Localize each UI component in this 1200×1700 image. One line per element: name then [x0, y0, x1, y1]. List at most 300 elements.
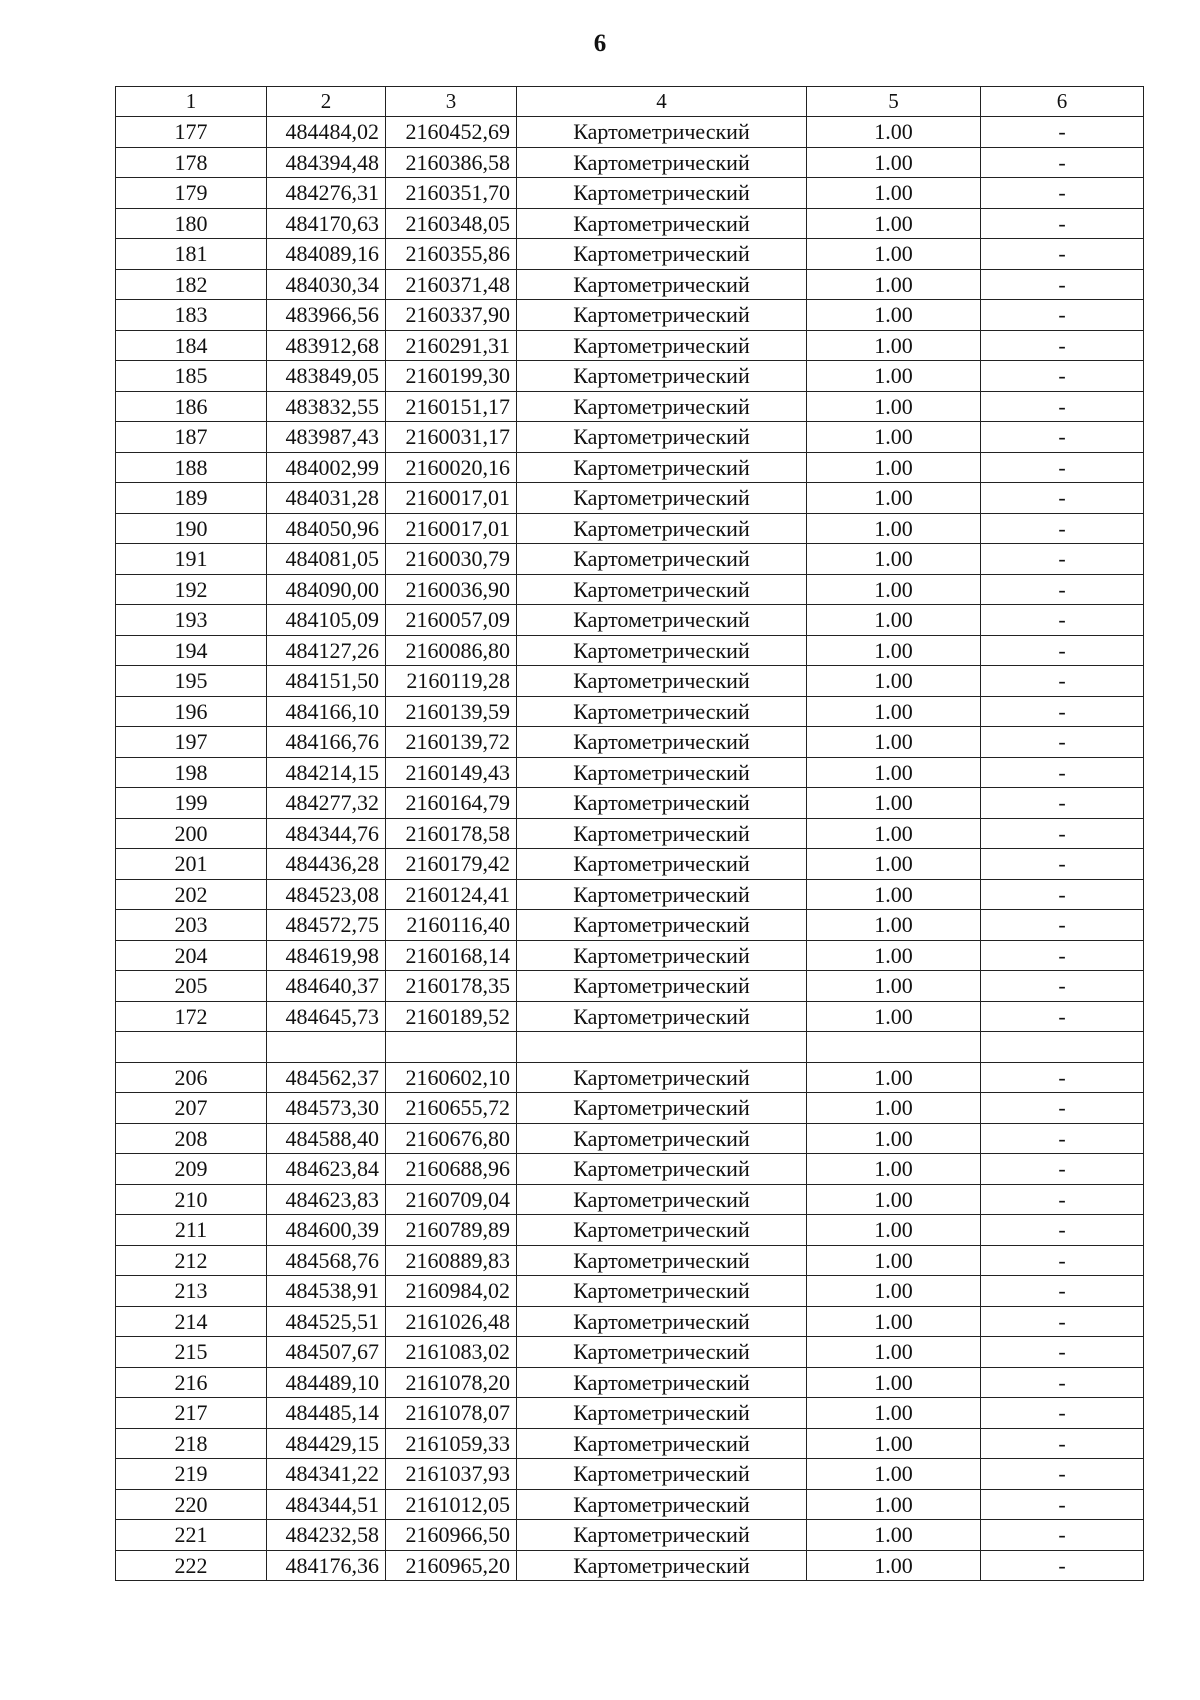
coordinates-table	[115, 86, 1144, 1581]
method-cell: Картометрический	[517, 635, 807, 666]
accuracy-cell: 1.00	[807, 940, 981, 971]
point-number-cell: 213	[116, 1276, 267, 1307]
table-row	[116, 1001, 1144, 1032]
separator-row	[116, 1032, 1144, 1063]
table-row	[116, 391, 1144, 422]
accuracy-cell: 1.00	[807, 818, 981, 849]
point-number-cell: 190	[116, 513, 267, 544]
point-number-cell: 172	[116, 1001, 267, 1032]
x-coordinate-cell: 484588,40	[267, 1123, 386, 1154]
point-number-cell: 200	[116, 818, 267, 849]
method-cell: Картометрический	[517, 849, 807, 880]
empty-cell	[807, 1032, 981, 1063]
table-row	[116, 574, 1144, 605]
x-coordinate-cell: 484600,39	[267, 1215, 386, 1246]
note-cell: -	[981, 1520, 1144, 1551]
note-cell: -	[981, 696, 1144, 727]
method-cell: Картометрический	[517, 818, 807, 849]
method-cell: Картометрический	[517, 574, 807, 605]
accuracy-cell: 1.00	[807, 117, 981, 148]
y-coordinate-cell: 2160655,72	[386, 1093, 517, 1124]
method-cell: Картометрический	[517, 666, 807, 697]
accuracy-cell: 1.00	[807, 574, 981, 605]
method-cell: Картометрический	[517, 391, 807, 422]
table-row	[116, 1123, 1144, 1154]
point-number-cell: 191	[116, 544, 267, 575]
note-cell: -	[981, 1276, 1144, 1307]
point-number-cell: 194	[116, 635, 267, 666]
table-row	[116, 1459, 1144, 1490]
point-number-cell: 210	[116, 1184, 267, 1215]
accuracy-cell: 1.00	[807, 1367, 981, 1398]
y-coordinate-cell: 2160386,58	[386, 147, 517, 178]
x-coordinate-cell: 484436,28	[267, 849, 386, 880]
empty-cell	[267, 1032, 386, 1063]
point-number-cell: 197	[116, 727, 267, 758]
note-cell: -	[981, 330, 1144, 361]
note-cell: -	[981, 208, 1144, 239]
x-coordinate-cell: 484573,30	[267, 1093, 386, 1124]
point-number-cell: 216	[116, 1367, 267, 1398]
table-row	[116, 1367, 1144, 1398]
x-coordinate-cell: 484645,73	[267, 1001, 386, 1032]
table-row	[116, 330, 1144, 361]
table-row	[116, 1093, 1144, 1124]
point-number-cell: 183	[116, 300, 267, 331]
x-coordinate-cell: 484507,67	[267, 1337, 386, 1368]
point-number-cell: 222	[116, 1550, 267, 1581]
y-coordinate-cell: 2161037,93	[386, 1459, 517, 1490]
point-number-cell: 193	[116, 605, 267, 636]
point-number-cell: 218	[116, 1428, 267, 1459]
x-coordinate-cell: 484170,63	[267, 208, 386, 239]
empty-cell	[981, 1032, 1144, 1063]
note-cell: -	[981, 178, 1144, 209]
table-row	[116, 1306, 1144, 1337]
y-coordinate-cell: 2161026,48	[386, 1306, 517, 1337]
table-row	[116, 666, 1144, 697]
x-coordinate-cell: 484344,76	[267, 818, 386, 849]
y-coordinate-cell: 2160116,40	[386, 910, 517, 941]
note-cell: -	[981, 1184, 1144, 1215]
method-cell: Картометрический	[517, 1520, 807, 1551]
table-row	[116, 1398, 1144, 1429]
x-coordinate-cell: 484485,14	[267, 1398, 386, 1429]
point-number-cell: 211	[116, 1215, 267, 1246]
table-row	[116, 635, 1144, 666]
method-cell: Картометрический	[517, 1276, 807, 1307]
x-coordinate-cell: 483849,05	[267, 361, 386, 392]
accuracy-cell: 1.00	[807, 1459, 981, 1490]
y-coordinate-cell: 2160889,83	[386, 1245, 517, 1276]
point-number-cell: 196	[116, 696, 267, 727]
x-coordinate-cell: 484619,98	[267, 940, 386, 971]
accuracy-cell: 1.00	[807, 208, 981, 239]
table-row	[116, 513, 1144, 544]
table-row	[116, 422, 1144, 453]
note-cell: -	[981, 544, 1144, 575]
x-coordinate-cell: 484030,34	[267, 269, 386, 300]
y-coordinate-cell: 2160086,80	[386, 635, 517, 666]
x-coordinate-cell: 484276,31	[267, 178, 386, 209]
y-coordinate-cell: 2160291,31	[386, 330, 517, 361]
method-cell: Картометрический	[517, 1367, 807, 1398]
table-row	[116, 483, 1144, 514]
x-coordinate-cell: 484489,10	[267, 1367, 386, 1398]
table-row	[116, 971, 1144, 1002]
y-coordinate-cell: 2160030,79	[386, 544, 517, 575]
point-number-cell: 198	[116, 757, 267, 788]
accuracy-cell: 1.00	[807, 1520, 981, 1551]
method-cell: Картометрический	[517, 1306, 807, 1337]
accuracy-cell: 1.00	[807, 1001, 981, 1032]
point-number-cell: 203	[116, 910, 267, 941]
accuracy-cell: 1.00	[807, 422, 981, 453]
table-row	[116, 1276, 1144, 1307]
accuracy-cell: 1.00	[807, 605, 981, 636]
method-cell: Картометрический	[517, 239, 807, 270]
accuracy-cell: 1.00	[807, 1337, 981, 1368]
note-cell: -	[981, 1550, 1144, 1581]
accuracy-cell: 1.00	[807, 269, 981, 300]
method-cell: Картометрический	[517, 1398, 807, 1429]
method-cell: Картометрический	[517, 940, 807, 971]
method-cell: Картометрический	[517, 1001, 807, 1032]
y-coordinate-cell: 2160966,50	[386, 1520, 517, 1551]
x-coordinate-cell: 484562,37	[267, 1062, 386, 1093]
method-cell: Картометрический	[517, 330, 807, 361]
x-coordinate-cell: 484127,26	[267, 635, 386, 666]
note-cell: -	[981, 422, 1144, 453]
table-row	[116, 208, 1144, 239]
accuracy-cell: 1.00	[807, 147, 981, 178]
note-cell: -	[981, 1398, 1144, 1429]
note-cell: -	[981, 117, 1144, 148]
table-header-row	[116, 87, 1144, 117]
table-row	[116, 361, 1144, 392]
point-number-cell: 201	[116, 849, 267, 880]
x-coordinate-cell: 484176,36	[267, 1550, 386, 1581]
accuracy-cell: 1.00	[807, 971, 981, 1002]
table-row	[116, 910, 1144, 941]
accuracy-cell: 1.00	[807, 239, 981, 270]
point-number-cell: 217	[116, 1398, 267, 1429]
accuracy-cell: 1.00	[807, 330, 981, 361]
accuracy-cell: 1.00	[807, 666, 981, 697]
point-number-cell: 205	[116, 971, 267, 1002]
note-cell: -	[981, 361, 1144, 392]
table-row	[116, 1550, 1144, 1581]
x-coordinate-cell: 484050,96	[267, 513, 386, 544]
method-cell: Картометрический	[517, 269, 807, 300]
point-number-cell: 208	[116, 1123, 267, 1154]
column-header: 6	[981, 87, 1144, 117]
empty-cell	[386, 1032, 517, 1063]
point-number-cell: 221	[116, 1520, 267, 1551]
y-coordinate-cell: 2160337,90	[386, 300, 517, 331]
accuracy-cell: 1.00	[807, 1154, 981, 1185]
x-coordinate-cell: 484344,51	[267, 1489, 386, 1520]
note-cell: -	[981, 1337, 1144, 1368]
accuracy-cell: 1.00	[807, 178, 981, 209]
coordinates-table-body	[116, 87, 1144, 1581]
x-coordinate-cell: 484214,15	[267, 757, 386, 788]
point-number-cell: 219	[116, 1459, 267, 1490]
table-row	[116, 818, 1144, 849]
table-row	[116, 696, 1144, 727]
y-coordinate-cell: 2160020,16	[386, 452, 517, 483]
method-cell: Картометрический	[517, 1184, 807, 1215]
point-number-cell: 207	[116, 1093, 267, 1124]
accuracy-cell: 1.00	[807, 849, 981, 880]
table-row	[116, 452, 1144, 483]
note-cell: -	[981, 1459, 1144, 1490]
x-coordinate-cell: 484090,00	[267, 574, 386, 605]
method-cell: Картометрический	[517, 1215, 807, 1246]
note-cell: -	[981, 391, 1144, 422]
y-coordinate-cell: 2161012,05	[386, 1489, 517, 1520]
note-cell: -	[981, 1367, 1144, 1398]
table-row	[116, 1489, 1144, 1520]
point-number-cell: 184	[116, 330, 267, 361]
table-row	[116, 788, 1144, 819]
column-header: 2	[267, 87, 386, 117]
y-coordinate-cell: 2160452,69	[386, 117, 517, 148]
accuracy-cell: 1.00	[807, 879, 981, 910]
point-number-cell: 186	[116, 391, 267, 422]
y-coordinate-cell: 2160151,17	[386, 391, 517, 422]
empty-cell	[517, 1032, 807, 1063]
note-cell: -	[981, 1093, 1144, 1124]
x-coordinate-cell: 484623,83	[267, 1184, 386, 1215]
y-coordinate-cell: 2160017,01	[386, 483, 517, 514]
y-coordinate-cell: 2160057,09	[386, 605, 517, 636]
y-coordinate-cell: 2160189,52	[386, 1001, 517, 1032]
table-row	[116, 239, 1144, 270]
y-coordinate-cell: 2160179,42	[386, 849, 517, 880]
method-cell: Картометрический	[517, 1428, 807, 1459]
y-coordinate-cell: 2160036,90	[386, 574, 517, 605]
note-cell: -	[981, 1489, 1144, 1520]
accuracy-cell: 1.00	[807, 452, 981, 483]
table-row	[116, 605, 1144, 636]
method-cell: Картометрический	[517, 696, 807, 727]
method-cell: Картометрический	[517, 483, 807, 514]
page-number: 6	[593, 30, 607, 57]
x-coordinate-cell: 484429,15	[267, 1428, 386, 1459]
y-coordinate-cell: 2160351,70	[386, 178, 517, 209]
x-coordinate-cell: 484394,48	[267, 147, 386, 178]
x-coordinate-cell: 484105,09	[267, 605, 386, 636]
method-cell: Картометрический	[517, 361, 807, 392]
x-coordinate-cell: 484166,10	[267, 696, 386, 727]
y-coordinate-cell: 2160709,04	[386, 1184, 517, 1215]
table-row	[116, 147, 1144, 178]
point-number-cell: 212	[116, 1245, 267, 1276]
table-row	[116, 757, 1144, 788]
method-cell: Картометрический	[517, 1154, 807, 1185]
note-cell: -	[981, 1245, 1144, 1276]
method-cell: Картометрический	[517, 757, 807, 788]
y-coordinate-cell: 2160178,35	[386, 971, 517, 1002]
x-coordinate-cell: 483912,68	[267, 330, 386, 361]
accuracy-cell: 1.00	[807, 1489, 981, 1520]
note-cell: -	[981, 269, 1144, 300]
table-row	[116, 269, 1144, 300]
accuracy-cell: 1.00	[807, 483, 981, 514]
x-coordinate-cell: 484232,58	[267, 1520, 386, 1551]
note-cell: -	[981, 818, 1144, 849]
y-coordinate-cell: 2160688,96	[386, 1154, 517, 1185]
method-cell: Картометрический	[517, 300, 807, 331]
note-cell: -	[981, 1123, 1144, 1154]
y-coordinate-cell: 2160676,80	[386, 1123, 517, 1154]
x-coordinate-cell: 484002,99	[267, 452, 386, 483]
y-coordinate-cell: 2161059,33	[386, 1428, 517, 1459]
method-cell: Картометрический	[517, 1337, 807, 1368]
note-cell: -	[981, 1215, 1144, 1246]
note-cell: -	[981, 147, 1144, 178]
method-cell: Картометрический	[517, 1489, 807, 1520]
y-coordinate-cell: 2161083,02	[386, 1337, 517, 1368]
x-coordinate-cell: 484525,51	[267, 1306, 386, 1337]
y-coordinate-cell: 2160139,59	[386, 696, 517, 727]
accuracy-cell: 1.00	[807, 1276, 981, 1307]
note-cell: -	[981, 452, 1144, 483]
accuracy-cell: 1.00	[807, 391, 981, 422]
accuracy-cell: 1.00	[807, 544, 981, 575]
accuracy-cell: 1.00	[807, 1550, 981, 1581]
x-coordinate-cell: 484572,75	[267, 910, 386, 941]
accuracy-cell: 1.00	[807, 1215, 981, 1246]
method-cell: Картометрический	[517, 727, 807, 758]
accuracy-cell: 1.00	[807, 361, 981, 392]
note-cell: -	[981, 940, 1144, 971]
table-row	[116, 1154, 1144, 1185]
method-cell: Картометрический	[517, 910, 807, 941]
y-coordinate-cell: 2160355,86	[386, 239, 517, 270]
note-cell: -	[981, 239, 1144, 270]
table-row	[116, 178, 1144, 209]
table-row	[116, 1245, 1144, 1276]
accuracy-cell: 1.00	[807, 1428, 981, 1459]
point-number-cell: 179	[116, 178, 267, 209]
x-coordinate-cell: 484568,76	[267, 1245, 386, 1276]
note-cell: -	[981, 574, 1144, 605]
accuracy-cell: 1.00	[807, 1093, 981, 1124]
table-row	[116, 1215, 1144, 1246]
y-coordinate-cell: 2160017,01	[386, 513, 517, 544]
x-coordinate-cell: 484538,91	[267, 1276, 386, 1307]
note-cell: -	[981, 483, 1144, 514]
method-cell: Картометрический	[517, 1245, 807, 1276]
method-cell: Картометрический	[517, 178, 807, 209]
y-coordinate-cell: 2160178,58	[386, 818, 517, 849]
note-cell: -	[981, 635, 1144, 666]
x-coordinate-cell: 484151,50	[267, 666, 386, 697]
method-cell: Картометрический	[517, 1550, 807, 1581]
y-coordinate-cell: 2160119,28	[386, 666, 517, 697]
x-coordinate-cell: 484341,22	[267, 1459, 386, 1490]
note-cell: -	[981, 1062, 1144, 1093]
x-coordinate-cell: 483987,43	[267, 422, 386, 453]
table-row	[116, 300, 1144, 331]
method-cell: Картометрический	[517, 147, 807, 178]
table-row	[116, 727, 1144, 758]
method-cell: Картометрический	[517, 452, 807, 483]
x-coordinate-cell: 484523,08	[267, 879, 386, 910]
note-cell: -	[981, 788, 1144, 819]
note-cell: -	[981, 757, 1144, 788]
accuracy-cell: 1.00	[807, 788, 981, 819]
table-row	[116, 1184, 1144, 1215]
accuracy-cell: 1.00	[807, 513, 981, 544]
point-number-cell: 209	[116, 1154, 267, 1185]
x-coordinate-cell: 484277,32	[267, 788, 386, 819]
point-number-cell: 180	[116, 208, 267, 239]
point-number-cell: 187	[116, 422, 267, 453]
point-number-cell: 189	[116, 483, 267, 514]
y-coordinate-cell: 2160602,10	[386, 1062, 517, 1093]
accuracy-cell: 1.00	[807, 910, 981, 941]
note-cell: -	[981, 300, 1144, 331]
table-row	[116, 1337, 1144, 1368]
column-header: 4	[517, 87, 807, 117]
y-coordinate-cell: 2161078,07	[386, 1398, 517, 1429]
y-coordinate-cell: 2160965,20	[386, 1550, 517, 1581]
method-cell: Картометрический	[517, 1093, 807, 1124]
empty-cell	[116, 1032, 267, 1063]
note-cell: -	[981, 1001, 1144, 1032]
point-number-cell: 177	[116, 117, 267, 148]
y-coordinate-cell: 2160149,43	[386, 757, 517, 788]
y-coordinate-cell: 2160164,79	[386, 788, 517, 819]
method-cell: Картометрический	[517, 788, 807, 819]
column-header: 1	[116, 87, 267, 117]
method-cell: Картометрический	[517, 1062, 807, 1093]
y-coordinate-cell: 2160168,14	[386, 940, 517, 971]
note-cell: -	[981, 1306, 1144, 1337]
note-cell: -	[981, 849, 1144, 880]
x-coordinate-cell: 483966,56	[267, 300, 386, 331]
method-cell: Картометрический	[517, 544, 807, 575]
accuracy-cell: 1.00	[807, 635, 981, 666]
table-row	[116, 940, 1144, 971]
note-cell: -	[981, 605, 1144, 636]
note-cell: -	[981, 727, 1144, 758]
accuracy-cell: 1.00	[807, 1123, 981, 1154]
accuracy-cell: 1.00	[807, 1245, 981, 1276]
method-cell: Картометрический	[517, 513, 807, 544]
method-cell: Картометрический	[517, 605, 807, 636]
table-row	[116, 1062, 1144, 1093]
point-number-cell: 202	[116, 879, 267, 910]
point-number-cell: 188	[116, 452, 267, 483]
point-number-cell: 204	[116, 940, 267, 971]
note-cell: -	[981, 513, 1144, 544]
note-cell: -	[981, 666, 1144, 697]
table-row	[116, 1428, 1144, 1459]
point-number-cell: 185	[116, 361, 267, 392]
x-coordinate-cell: 484640,37	[267, 971, 386, 1002]
x-coordinate-cell: 484166,76	[267, 727, 386, 758]
point-number-cell: 214	[116, 1306, 267, 1337]
x-coordinate-cell: 484089,16	[267, 239, 386, 270]
point-number-cell: 215	[116, 1337, 267, 1368]
y-coordinate-cell: 2160139,72	[386, 727, 517, 758]
note-cell: -	[981, 971, 1144, 1002]
y-coordinate-cell: 2160124,41	[386, 879, 517, 910]
